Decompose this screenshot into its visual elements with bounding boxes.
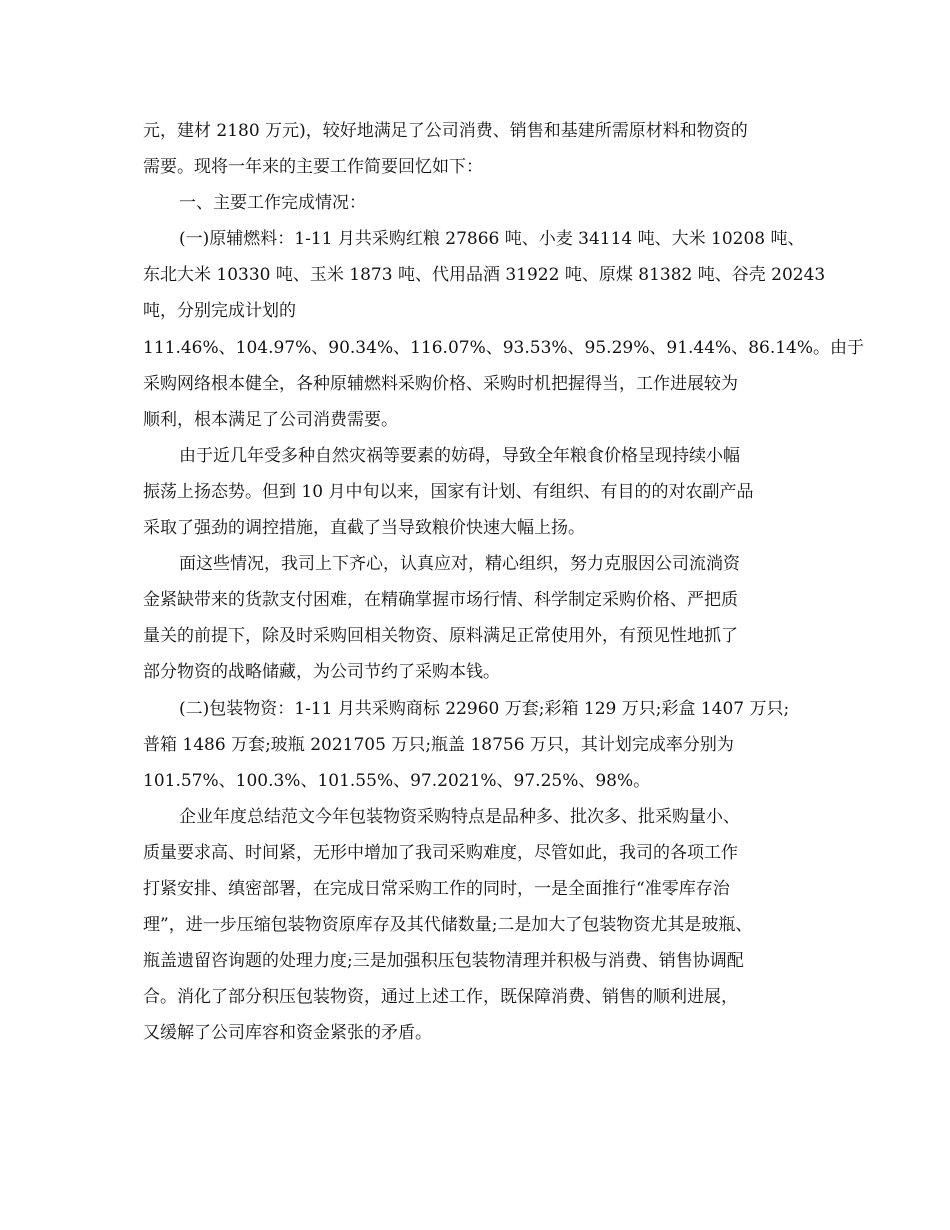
text-line: 瓶盖遗留咨询题的处理力度;三是加强积压包装物清理并积极与消费、销售协调配 xyxy=(143,951,744,972)
paragraph-start-line: 由于近几年受多种自然灾祸等要素的妨碍，导致全年粮食价格呈现持续小幅 xyxy=(179,445,740,466)
text-line: 顺利，根本满足了公司消费需要。 xyxy=(143,409,398,430)
text-line: 111.46%、104.97%、90.34%、116.07%、93.53%、95.29%、91.44%、86.14%。由于 xyxy=(143,337,865,358)
section-heading: 一、主要工作完成情况： xyxy=(179,193,366,214)
subsection-heading-line: (二)包装物资：1-11 月共采购商标 22960 万套;彩箱 129 万只;彩盒 1407 万只; xyxy=(179,698,790,719)
text-line: 101.57%、100.3%、101.55%、97.2021%、97.25%、98%。 xyxy=(143,770,651,791)
text-line: 需要。现将一年来的主要工作简要回忆如下： xyxy=(143,157,483,178)
text-line: 理”，进一步压缩包装物资原库存及其代储数量;二是加大了包装物资尤其是玻瓶、 xyxy=(143,915,753,936)
text-line: 采购网络根本健全，各种原辅燃料采购价格、采购时机把握得当，工作进展较为 xyxy=(143,373,738,394)
text-line: 合。消化了部分积压包装物资，通过上述工作，既保障消费、销售的顺利进展， xyxy=(143,987,738,1008)
text-line: 质量要求高、时间紧，无形中增加了我司采购难度，尽管如此，我司的各项工作 xyxy=(143,842,738,863)
text-line: 打紧安排、缜密部署，在完成日常采购工作的同时，一是全面推行“准零库存治 xyxy=(143,878,730,899)
text-line: 部分物资的战略储藏，为公司节约了采购本钱。 xyxy=(143,662,500,683)
text-line: 吨，分别完成计划的 xyxy=(143,301,296,322)
text-line: 采取了强劲的调控措施，直截了当导致粮价快速大幅上扬。 xyxy=(143,518,585,539)
text-line: 元，建材 2180 万元)，较好地满足了公司消费、销售和基建所需原材料和物资的 xyxy=(143,121,748,141)
text-line: 振荡上扬态势。但到 10 月中旬以来，国家有计划、有组织、有目的的对农副产品 xyxy=(143,481,754,502)
text-line: 金紧缺带来的货款支付困难，在精确掌握市场行情、科学制定采购价格、严把质 xyxy=(143,590,738,611)
text-line: 东北大米 10330 吨、玉米 1873 吨、代用品酒 31922 吨、原煤 81382 吨、谷壳 20243 xyxy=(143,265,826,286)
text-line: 又缓解了公司库容和资金紧张的矛盾。 xyxy=(143,1023,432,1044)
text-line: 普箱 1486 万套;玻瓶 2021705 万只;瓶盖 18756 万只，其计划完成率分别为 xyxy=(143,734,734,755)
paragraph-start-line: 面这些情况，我司上下齐心，认真应对，精心组织，努力克服因公司流淌资 xyxy=(179,554,740,575)
paragraph-start-line: 企业年度总结范文今年包装物资采购特点是品种多、批次多、批采购量小、 xyxy=(179,806,740,827)
text-line: 量关的前提下，除及时采购回相关物资、原料满足正常使用外，有预见性地抓了 xyxy=(143,626,738,647)
subsection-heading-line: (一)原辅燃料：1-11 月共采购红粮 27866 吨、小麦 34114 吨、大米 10208 吨、 xyxy=(179,229,805,250)
document-body xyxy=(143,113,865,1051)
